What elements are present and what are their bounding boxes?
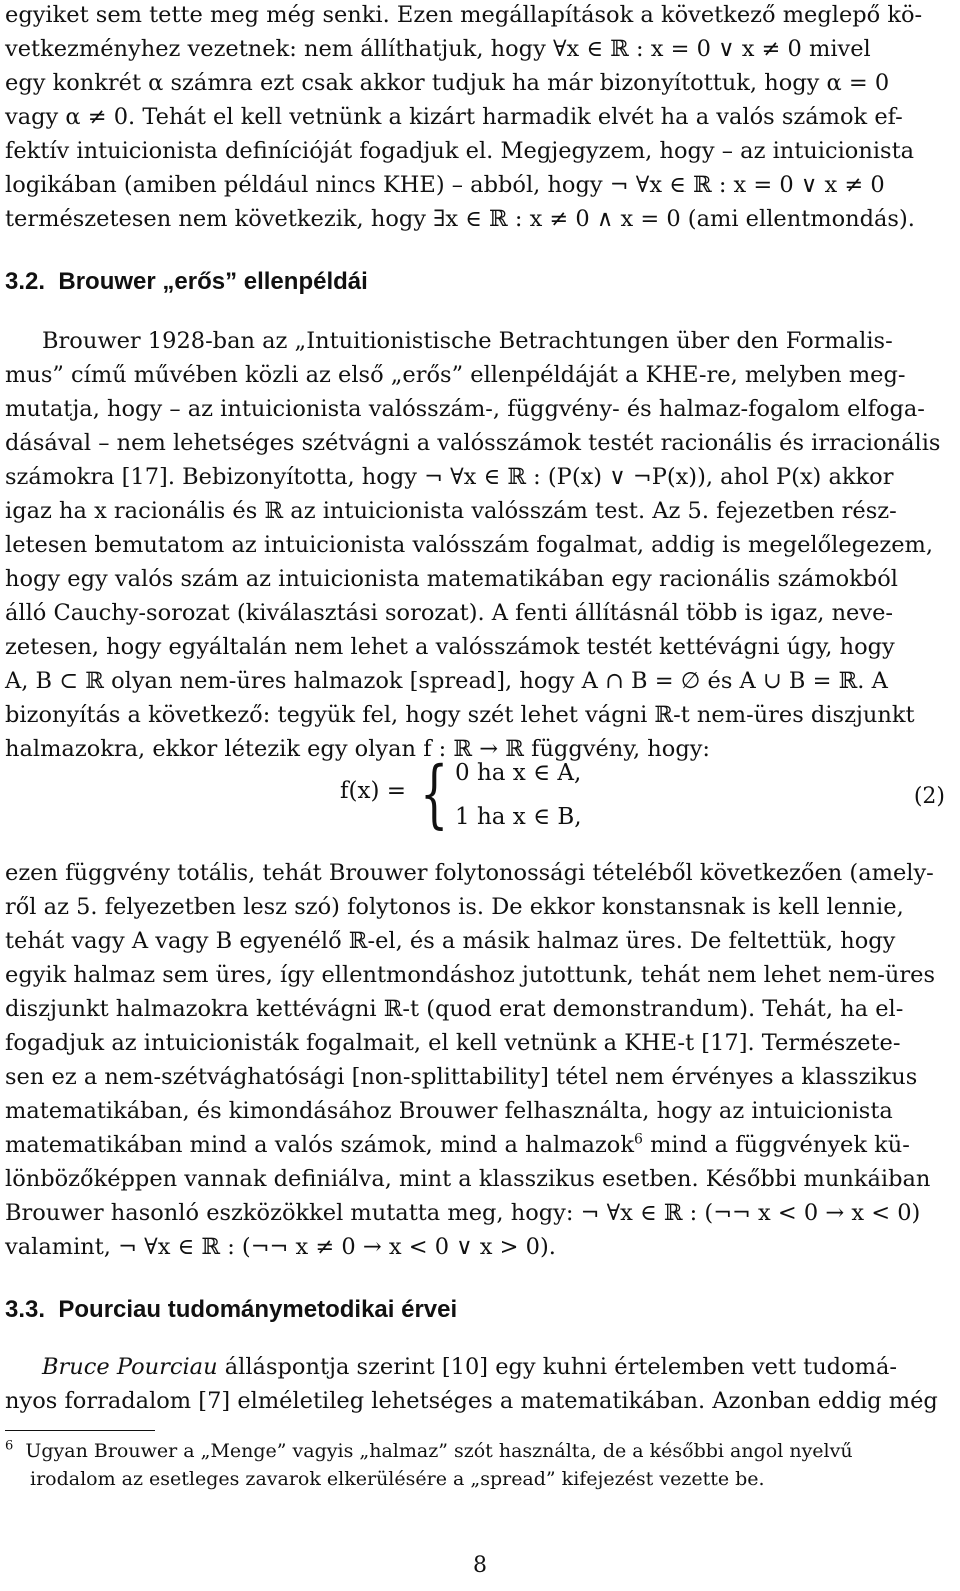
text-line: lönbözőképpen vannak definiálva, mint a klasszikus esetben. Későbbi munkáiban: [5, 1166, 931, 1192]
equation-lhs: f(x) =: [340, 778, 407, 804]
text-line: bizonyítás a következő: tegyük fel, hogy szét lehet vágni ℝ-t nem-üres diszjunkt: [5, 702, 915, 728]
text-line: mutatja, hogy – az intuicionista valósszám-, függvény- és halmaz-fogalom elfoga-: [5, 396, 925, 422]
text-line: matematikában, és kimondásához Brouwer felhasználta, hogy az intuicionista: [5, 1098, 893, 1124]
text-line: logikában (amiben például nincs KHE) – abból, hogy ¬ ∀x ∈ ℝ : x = 0 ∨ x ≠ 0: [5, 172, 885, 198]
text-line: egyiket sem tette meg még senki. Ezen megállapítások a következő meglepő kö-: [5, 2, 923, 28]
text-line: ezen függvény totális, tehát Brouwer folytonossági tételéből következően (amely-: [5, 860, 934, 886]
text-line: halmazokra, ekkor létezik egy olyan f : ℝ → ℝ függvény, hogy:: [5, 736, 711, 762]
section-heading: 3.2. Brouwer „erős” ellenpéldái: [5, 268, 368, 295]
footnote-number: 6: [5, 1438, 14, 1454]
text-line: természetesen nem következik, hogy ∃x ∈ ℝ : x ≠ 0 ∧ x = 0 (ami ellentmondás).: [5, 206, 915, 232]
footnote-line: irodalom az esetleges zavarok elkerülésére a „spread” kifejezést vezette be.: [30, 1468, 765, 1490]
text-line: zetesen, hogy egyáltalán nem lehet a valósszámok testét kettévágni úgy, hogy: [5, 634, 895, 660]
text-line: sen ez a nem-szétvághatósági [non-splittability] tétel nem érvényes a klasszikus: [5, 1064, 918, 1090]
text-line: A, B ⊂ ℝ olyan nem-üres halmazok [spread], hogy A ∩ B = ∅ és A ∪ B = ℝ. A: [5, 668, 888, 694]
text-line: igaz ha x racionális és ℝ az intuicionista valósszám test. Az 5. fejezetben rész-: [5, 498, 897, 524]
footnote: $^6$ Ugyan Brouwer a „Menge” vagyis „halmaz” szót használta, de a későbbi angol nyelvű: [5, 1438, 853, 1462]
footnote-rule: [5, 1430, 155, 1431]
section-heading: 3.3. Pourciau tudománymetodikai érvei: [5, 1296, 458, 1323]
page-number: 8: [473, 1553, 487, 1578]
footnote-mark: 6: [633, 1131, 643, 1148]
text-line: Brouwer hasonló eszközökkel mutatta meg, hogy: ¬ ∀x ∈ ℝ : (¬¬ x < 0 → x < 0): [5, 1200, 921, 1226]
equation-brace: {: [420, 751, 449, 837]
text-line: számokra [17]. Bebizonyította, hogy ¬ ∀x ∈ ℝ : (P(x) ∨ ¬P(x)), ahol P(x) akkor: [5, 464, 894, 490]
text-line: matematikában mind a valós számok, mind a halmazok$^6$ mind a függvények kü-: [5, 1131, 910, 1158]
text-line: Brouwer 1928-ban az „Intuitionistische Betrachtungen über den Formalis-: [42, 328, 893, 354]
text-line: valamint, ¬ ∀x ∈ ℝ : (¬¬ x ≠ 0 → x < 0 ∨ x > 0).: [5, 1234, 556, 1260]
text-line: fogadjuk az intuicionisták fogalmait, el kell vetnünk a KHE-t [17]. Természete-: [5, 1030, 901, 1056]
text-line: hogy egy valós szám az intuicionista matematikában egy racionális számokból: [5, 566, 898, 592]
equation-case-2: 1 ha x ∈ B,: [455, 804, 582, 830]
display-equation: [0, 751, 960, 838]
text-line: dásával – nem lehetséges szétvágni a valósszámok testét racionális és irracionális: [5, 430, 941, 456]
text-line: tehát vagy A vagy B egyenélő ℝ-el, és a másik halmaz üres. De feltettük, hogy: [5, 928, 896, 954]
text-line: mus” című művében közli az első „erős” ellenpéldáját a KHE-re, melyben meg-: [5, 362, 906, 388]
equation-case-1: 0 ha x ∈ A,: [455, 760, 582, 786]
text-line: diszjunkt halmazokra kettévágni ℝ-t (quod erat demonstrandum). Tehát, ha el-: [5, 996, 904, 1022]
text-line: egyik halmaz sem üres, így ellentmondáshoz jutottunk, tehát nem lehet nem-üres: [5, 962, 936, 988]
text-line: Bruce Pourciau álláspontja szerint [10] egy kuhni értelemben vett tudomá-: [42, 1354, 897, 1380]
text-line: ről az 5. felyezetben lesz szó) folytonos is. De ekkor konstansnak is kell lennie,: [5, 894, 904, 920]
equation-number: (2): [913, 784, 945, 809]
text-line: vagy α ≠ 0. Tehát el kell vetnünk a kizárt harmadik elvét ha a valós számok ef-: [5, 104, 903, 130]
text-line: egy konkrét α számra ezt csak akkor tudjuk ha már bizonyítottuk, hogy α = 0: [5, 70, 890, 96]
author-name: Bruce Pourciau: [42, 1354, 218, 1380]
text-line: álló Cauchy-sorozat (kiválasztási sorozat). A fenti állításnál több is igaz, neve-: [5, 600, 894, 626]
text-line: letesen bemutatom az intuicionista valósszám fogalmat, addig is megelőlegezem,: [5, 532, 934, 558]
text-line: fektív intuicionista definícióját fogadjuk el. Megjegyzem, hogy – az intuicionista: [5, 138, 915, 164]
text-line: vetkezményhez vezetnek: nem állíthatjuk, hogy ∀x ∈ ℝ : x = 0 ∨ x ≠ 0 mivel: [5, 36, 871, 62]
text-line: nyos forradalom [7] elméletileg lehetséges a matematikában. Azonban eddig még: [5, 1388, 938, 1414]
